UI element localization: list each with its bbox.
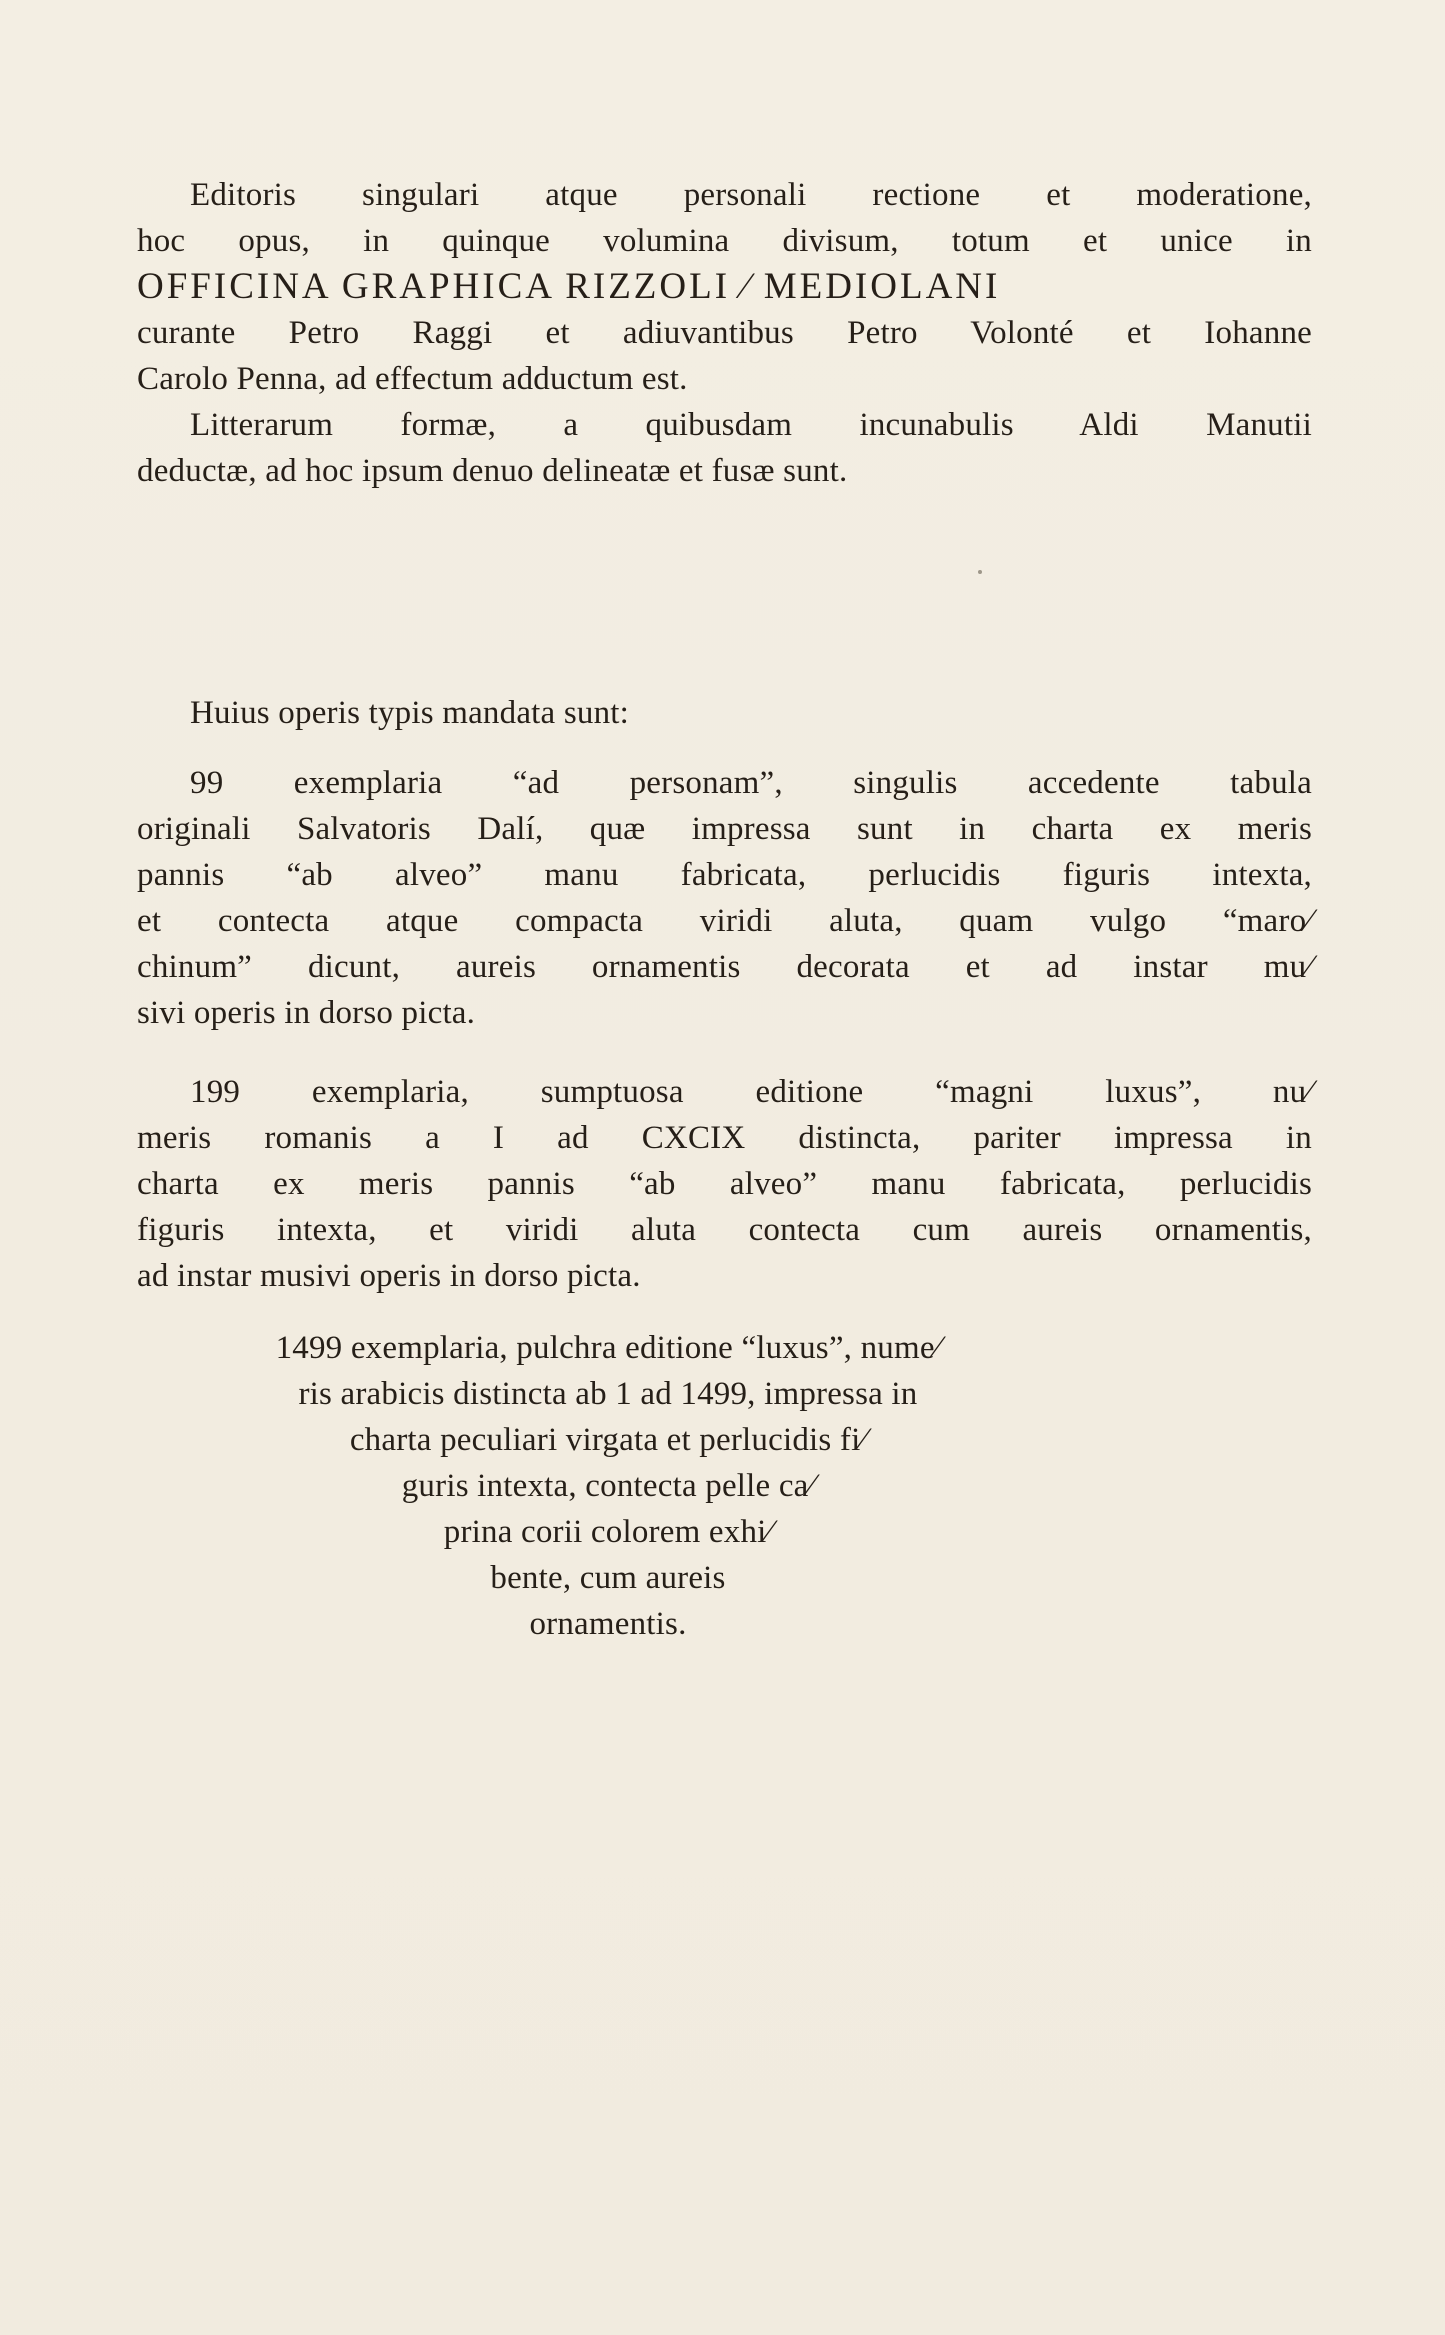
paper-speck	[978, 570, 982, 574]
typeface-note-line-2: deductæ, ad hoc ipsum denuo delineatæ et fusæ sunt.	[137, 453, 848, 489]
intro-line-3-officina: OFFICINA GRAPHICA RIZZOLI ⁄ MEDIOLANI	[137, 266, 1001, 307]
edition-1499-line-6: bente, cum aureis	[490, 1560, 726, 1596]
edition-1499-line-3: charta peculiari virgata et perlucidis fi⁄	[349, 1422, 867, 1458]
edition-99-line-1: 99 exemplaria “ad personam”, singulis accedente tabula	[190, 765, 1312, 801]
edition-99-line-6: sivi operis in dorso picta.	[137, 995, 476, 1031]
intro-line-1: Editoris singulari atque personali rectione et moderatione,	[190, 177, 1312, 213]
intro-line-5: Carolo Penna, ad effectum adductum est.	[137, 361, 688, 397]
edition-199-line-4: figuris intexta, et viridi aluta contecta cum aureis ornamentis,	[137, 1212, 1312, 1248]
edition-1499-line-7: ornamentis.	[529, 1606, 687, 1642]
edition-1499-paragraph	[137, 1325, 1079, 1647]
edition-99-line-2: originali Salvatoris Dalí, quæ impressa sunt in charta ex meris	[137, 811, 1312, 847]
edition-1499-line-5: prina corii colorem exhi⁄	[443, 1514, 773, 1550]
edition-199-line-1: 199 exemplaria, sumptuosa editione “magni luxus”, nu⁄	[190, 1074, 1312, 1110]
edition-1499-line-2: ris arabicis distincta ab 1 ad 1499, impressa in	[298, 1376, 918, 1412]
edition-1499-line-4: guris intexta, contecta pelle ca⁄	[401, 1468, 815, 1504]
editions-heading-block	[137, 690, 1312, 736]
intro-line-2: hoc opus, in quinque volumina divisum, totum et unice in	[137, 223, 1312, 259]
intro-paragraph	[137, 172, 1312, 402]
edition-199-line-3: charta ex meris pannis “ab alveo” manu fabricata, perlucidis	[137, 1166, 1312, 1202]
colophon-page	[0, 172, 1445, 2335]
typeface-note-paragraph	[137, 402, 1312, 494]
edition-99-paragraph	[137, 760, 1312, 1036]
edition-99-line-5: chinum” dicunt, aureis ornamentis decorata et ad instar mu⁄	[137, 949, 1312, 985]
edition-199-line-5: ad instar musivi operis in dorso picta.	[137, 1258, 641, 1294]
edition-199-paragraph	[137, 1069, 1312, 1299]
intro-line-4: curante Petro Raggi et adiuvantibus Petro Volonté et Iohanne	[137, 315, 1312, 351]
typeface-note-line-1: Litterarum formæ, a quibusdam incunabulis Aldi Manutii	[190, 407, 1312, 443]
editions-heading: Huius operis typis mandata sunt:	[190, 695, 630, 731]
edition-99-line-4: et contecta atque compacta viridi aluta, quam vulgo “maro⁄	[137, 903, 1312, 939]
edition-1499-line-1: 1499 exemplaria, pulchra editione “luxus”, nume⁄	[275, 1330, 941, 1366]
edition-199-line-2: meris romanis a I ad CXCIX distincta, pariter impressa in	[137, 1120, 1312, 1156]
edition-99-line-3: pannis “ab alveo” manu fabricata, perlucidis figuris intexta,	[137, 857, 1312, 893]
